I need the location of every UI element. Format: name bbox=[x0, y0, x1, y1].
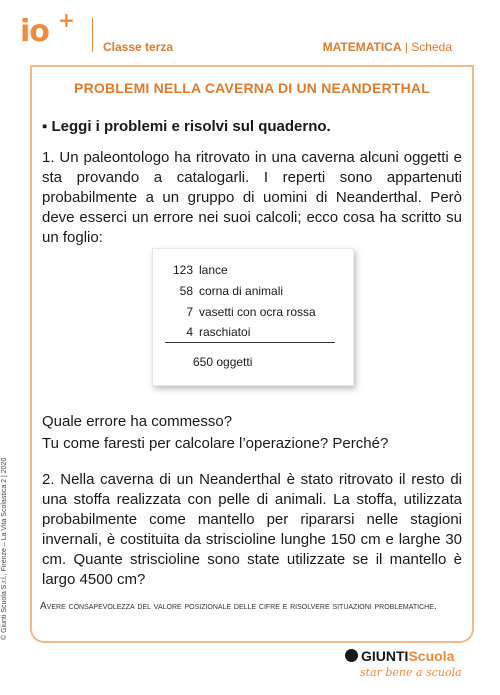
page-title: PROBLEMI NELLA CAVERNA DI UN NEANDERTHAL bbox=[74, 80, 430, 96]
learning-goal: Avere consapevolezza del valore posizionale delle cifre e risolvere situazioni problematiche. bbox=[40, 601, 437, 612]
note-label: vasetti con ocra rossa bbox=[199, 305, 316, 319]
note-row bbox=[133, 263, 228, 277]
problem-1-text: 1. Un paleontologo ha ritrovato in una caverna alcuni oggetti e sta provando a catalogarli. I reperti sono appartenuti probabilmente a un gruppo di uomini di Neanderthal. Però deve esserci un errore nei suoi calcoli; ecco cosa ha scritto su un foglio: bbox=[42, 149, 462, 246]
question-2: Tu come faresti per calcolare l’operazione? Perché? bbox=[42, 435, 389, 452]
brand-name: GIUNTI bbox=[361, 648, 409, 664]
note-label: corna di animali bbox=[199, 284, 284, 298]
note-number: 7 bbox=[186, 305, 193, 319]
giunti-g-icon bbox=[345, 649, 358, 662]
plus-icon: + bbox=[58, 8, 75, 32]
header-divider bbox=[92, 18, 93, 52]
subject-name: MATEMATICA bbox=[322, 40, 402, 54]
note-number: 58 bbox=[179, 284, 193, 298]
note-number: 123 bbox=[172, 263, 193, 277]
io-logo: io bbox=[20, 14, 49, 49]
note-row bbox=[133, 284, 283, 298]
note-card bbox=[152, 248, 354, 386]
note-label: lance bbox=[199, 263, 228, 277]
subject-label bbox=[323, 40, 452, 54]
brand-logo bbox=[345, 648, 454, 664]
note-row bbox=[133, 305, 316, 319]
sheet-type: Scheda bbox=[411, 40, 452, 54]
sum-line bbox=[165, 342, 335, 343]
note-total: 650 oggetti bbox=[193, 355, 253, 369]
brand-tagline: star bene a scuola bbox=[360, 666, 462, 679]
grade-label: Classe terza bbox=[103, 40, 174, 54]
instruction: ▪ Leggi i problemi e risolvi sul quaderno. bbox=[42, 118, 331, 135]
subject-separator: | bbox=[404, 40, 408, 54]
problem-2-text: 2. Nella caverna di un Neanderthal è stato ritrovato il resto di una stoffa realizzata con pelle di animali. La stoffa, utilizzata probabilmente come mantello per ripararsi nelle stagioni invernali, è costituita da striscioline lunghe 150 cm e larghe 30 cm. Quante striscioline sono state utilizzate se il mantello è largo 4500 cm? bbox=[42, 471, 462, 588]
note-number: 4 bbox=[186, 325, 193, 339]
question-1: Quale errore ha commesso? bbox=[42, 413, 233, 430]
copyright-note: © Giunti Scuola S.r.l., Firenze – La Vita Scolastica 2 | 2020 bbox=[1, 457, 8, 640]
brand-name-suffix: Scuola bbox=[408, 648, 455, 664]
note-row bbox=[133, 325, 250, 339]
note-label: raschiatoi bbox=[199, 325, 251, 339]
